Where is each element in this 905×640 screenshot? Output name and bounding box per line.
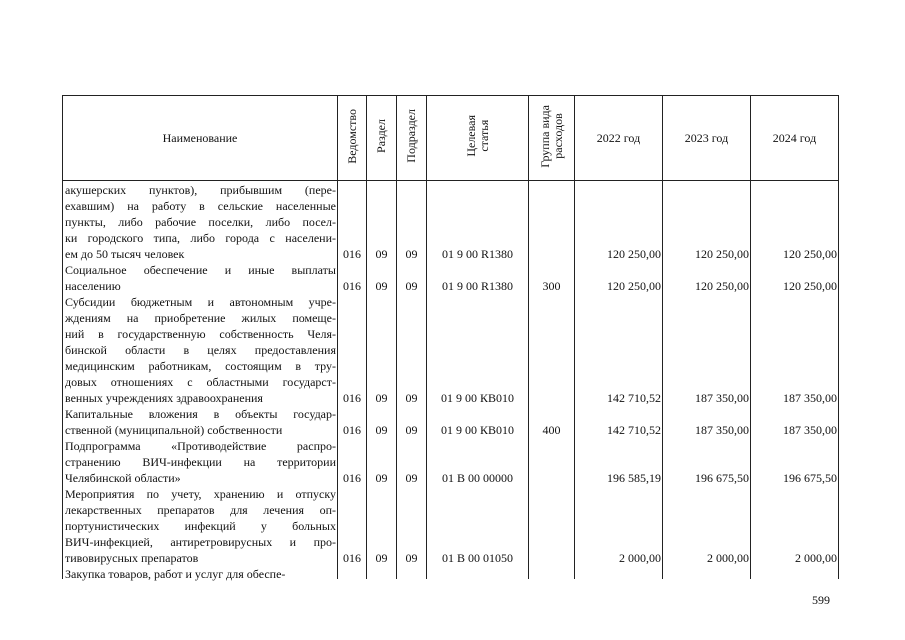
row-v2024-value: 196 675,50 — [783, 471, 837, 485]
row-name-line: населению — [65, 279, 121, 293]
table-body — [63, 181, 839, 580]
target-column — [427, 181, 529, 580]
row-sub-value: 09 — [405, 551, 418, 565]
header-expense-group: Группа вида расходов — [529, 96, 575, 181]
row-name-line: ки городского типа, либо города с населени- — [65, 231, 336, 245]
row-sec-value: 09 — [375, 423, 388, 437]
y2022-column — [575, 181, 663, 580]
row-sec-value: 09 — [375, 279, 388, 293]
row-v2022-value: 142 710,52 — [607, 423, 661, 437]
row-v2024-value: 2 000,00 — [795, 551, 837, 565]
row-name-line: лекарственных препаратов для лечения оп- — [65, 503, 336, 517]
row-v2023-value: 120 250,00 — [695, 247, 749, 261]
row-sec-value: 09 — [375, 247, 388, 261]
row-name-line: странению ВИЧ-инфекции на территории — [65, 455, 336, 469]
row-name-line: Челябинской области» — [65, 471, 181, 485]
row-dept-value: 016 — [343, 279, 361, 293]
row-v2023-value: 120 250,00 — [695, 279, 749, 293]
row-dept-value: 016 — [343, 551, 361, 565]
header-target-article: Целевая статья — [427, 96, 529, 181]
row-target-value: 01 9 00 R1380 — [441, 279, 513, 293]
row-sec-value: 09 — [375, 471, 388, 485]
row-name-line: Субсидии бюджетным и автономным учре- — [65, 295, 336, 309]
row-name-line: ждениям на приобретение жилых помеще- — [65, 311, 336, 325]
header-name: Наименование — [63, 96, 338, 181]
header-year-2022: 2022 год — [575, 96, 663, 181]
row-group-value: 300 — [542, 279, 561, 293]
header-section: Раздел — [367, 96, 397, 181]
group-column — [529, 181, 575, 580]
row-v2024-value: 187 350,00 — [783, 391, 837, 405]
name-column — [63, 181, 338, 580]
row-name-line: портунистических инфекций у больных — [65, 519, 336, 533]
row-v2023-value: 187 350,00 — [695, 391, 749, 405]
row-sec-value: 09 — [375, 551, 388, 565]
row-target-value: 01 9 00 КВ010 — [440, 391, 514, 405]
row-name-line: ехавшим) на работу в сельские населенные — [65, 199, 336, 213]
row-name-line: ВИЧ-инфекцией, антиретровирусных и про- — [65, 535, 336, 549]
row-dept-value: 016 — [343, 423, 361, 437]
row-v2022-value: 120 250,00 — [607, 279, 661, 293]
y2024-column — [751, 181, 839, 580]
row-v2024-value: 187 350,00 — [783, 423, 837, 437]
row-dept-value: 016 — [343, 247, 361, 261]
row-name-line: венных учреждениях здравоохранения — [65, 391, 263, 405]
row-v2023-value: 196 675,50 — [695, 471, 749, 485]
row-group-value: 400 — [542, 423, 561, 437]
y2023-column — [663, 181, 751, 580]
row-sub-value: 09 — [405, 471, 418, 485]
row-v2023-value: 2 000,00 — [707, 551, 749, 565]
row-v2022-value: 142 710,52 — [607, 391, 661, 405]
row-name-line: бинской области в целях предоставления — [65, 343, 336, 357]
header-year-2024: 2024 год — [751, 96, 839, 181]
row-v2024-value: 120 250,00 — [783, 279, 837, 293]
row-sub-value: 09 — [405, 279, 418, 293]
row-v2022-value: 120 250,00 — [607, 247, 661, 261]
row-v2023-value: 187 350,00 — [695, 423, 749, 437]
row-sub-value: 09 — [405, 423, 418, 437]
row-dept-value: 016 — [343, 391, 361, 405]
row-name-line: пункты, либо рабочие поселки, либо посел- — [65, 215, 336, 229]
table-header-row — [63, 96, 839, 181]
row-target-value: 01 9 00 R1380 — [441, 247, 513, 261]
row-target-value: 01 В 00 00000 — [441, 471, 513, 485]
row-name-line: акушерских пунктов), прибывшим (пере- — [65, 183, 336, 197]
department-column — [338, 181, 367, 580]
row-name-line: ем до 50 тысяч человек — [65, 247, 185, 261]
row-v2022-value: 2 000,00 — [619, 551, 661, 565]
header-year-2023: 2023 год — [663, 96, 751, 181]
subsection-column — [397, 181, 427, 580]
row-name-line: Капитальные вложения в объекты государ- — [65, 407, 336, 421]
row-target-value: 01 9 00 КВ010 — [440, 423, 514, 437]
header-department: Ведомство — [338, 96, 367, 181]
row-name-line: тивовирусных препаратов — [65, 551, 199, 565]
row-name-line: ственной (муниципальной) собственности — [65, 423, 283, 437]
row-name-line: довых отношениях с областными государст- — [65, 375, 336, 389]
row-sub-value: 09 — [405, 247, 418, 261]
row-sec-value: 09 — [375, 391, 388, 405]
page-number: 599 — [812, 593, 830, 607]
row-name-line: Социальное обеспечение и иные выплаты — [65, 263, 336, 277]
row-dept-value: 016 — [343, 471, 361, 485]
row-v2024-value: 120 250,00 — [783, 247, 837, 261]
row-target-value: 01 В 00 01050 — [441, 551, 513, 565]
row-v2022-value: 196 585,19 — [607, 471, 661, 485]
row-sub-value: 09 — [405, 391, 418, 405]
row-name-line: ний в государственную собственность Челя- — [65, 327, 336, 341]
row-name-line: медицинским работникам, состоящим в тру- — [65, 359, 336, 373]
row-name-line: Закупка товаров, работ и услуг для обеспе- — [65, 567, 286, 581]
row-name-line: Мероприятия по учету, хранению и отпуску — [65, 487, 336, 501]
row-name-line: Подпрограмма «Противодействие распро- — [65, 439, 336, 453]
section-column — [367, 181, 397, 580]
header-subsection: Подраздел — [397, 96, 427, 181]
budget-table — [62, 95, 839, 579]
